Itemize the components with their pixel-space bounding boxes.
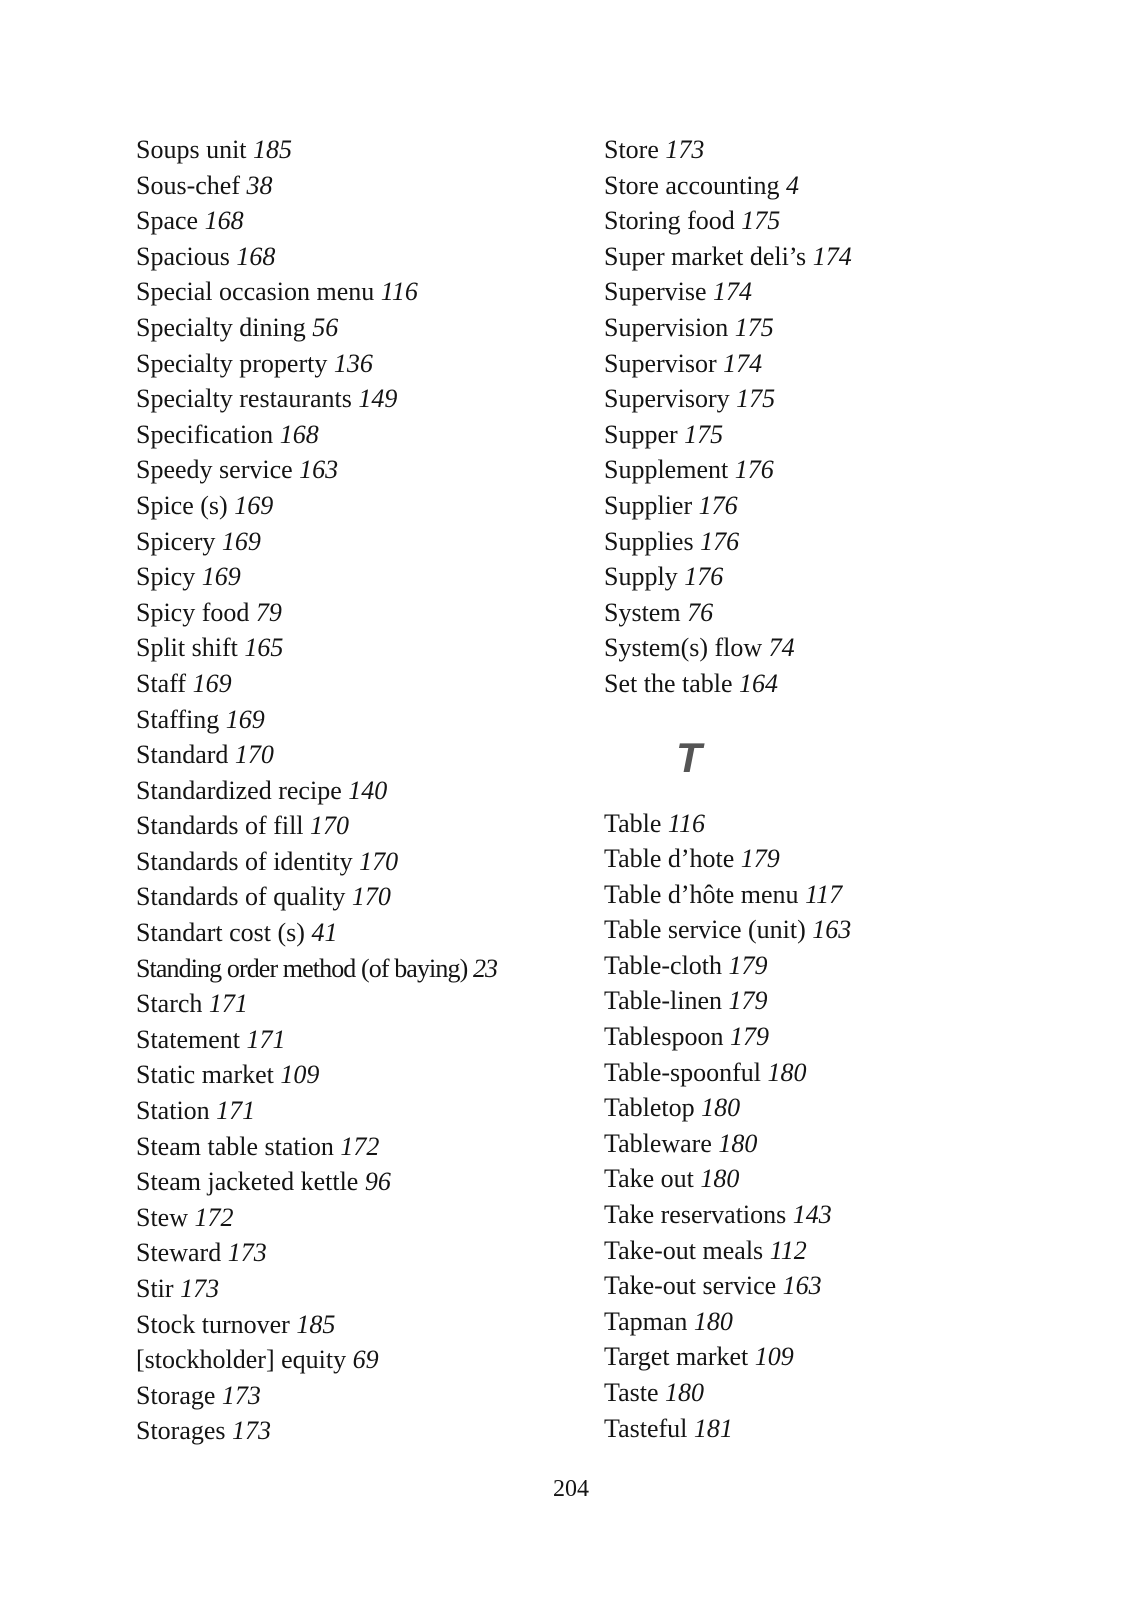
index-term: Supplies bbox=[604, 526, 694, 556]
index-entry bbox=[604, 1126, 1044, 1162]
index-page-ref: 173 bbox=[232, 1416, 272, 1446]
index-term: Storages bbox=[136, 1416, 226, 1446]
index-entry bbox=[136, 915, 576, 951]
index-term: Taste bbox=[604, 1378, 659, 1407]
index-term: Spice (s) bbox=[136, 490, 228, 520]
index-page-ref: 4 bbox=[785, 170, 799, 200]
index-entry bbox=[136, 274, 576, 310]
index-entry bbox=[136, 879, 576, 915]
index-entry bbox=[136, 1271, 576, 1307]
index-page-ref: 168 bbox=[236, 241, 276, 271]
index-term: Steam jacketed kettle bbox=[136, 1167, 359, 1197]
index-entry bbox=[604, 488, 1044, 524]
index-page-ref: 136 bbox=[333, 348, 373, 378]
index-entry bbox=[604, 666, 1044, 702]
index-term: Specialty restaurants bbox=[136, 384, 352, 414]
index-term: Specialty dining bbox=[136, 312, 306, 342]
index-entry bbox=[604, 274, 1044, 310]
index-page-ref: 181 bbox=[693, 1413, 733, 1443]
index-page-ref: 170 bbox=[359, 846, 399, 876]
index-entry bbox=[604, 1055, 1044, 1091]
index-term: Storing food bbox=[604, 206, 735, 236]
index-term: Table-spoonful bbox=[604, 1057, 762, 1087]
index-term: Take reservations bbox=[604, 1200, 787, 1230]
index-term: Special occasion menu bbox=[136, 277, 375, 307]
index-entry bbox=[604, 1197, 1044, 1233]
index-page-ref: 168 bbox=[204, 206, 244, 236]
index-term: [stockholder] equity bbox=[136, 1345, 347, 1375]
index-page-ref: 149 bbox=[358, 384, 398, 414]
index-entry bbox=[136, 168, 576, 204]
index-entry bbox=[604, 417, 1044, 453]
index-page-ref: 172 bbox=[194, 1202, 234, 1232]
index-entry bbox=[136, 1307, 576, 1343]
index-page-ref: 174 bbox=[812, 241, 852, 271]
index-page-ref: 171 bbox=[246, 1024, 286, 1054]
index-term: Tabletop bbox=[604, 1093, 695, 1123]
index-page-ref: 69 bbox=[352, 1345, 379, 1375]
index-page-ref: 76 bbox=[687, 597, 714, 627]
index-term: Split shift bbox=[136, 633, 238, 663]
index-term: Standards of identity bbox=[136, 846, 353, 876]
index-entry bbox=[136, 1413, 576, 1449]
index-entry bbox=[604, 1268, 1044, 1304]
index-entry bbox=[604, 1233, 1044, 1269]
index-page-ref: 168 bbox=[279, 419, 319, 449]
index-page-ref: 173 bbox=[221, 1380, 261, 1410]
index-term: Table d’hote bbox=[604, 844, 735, 874]
index-entry bbox=[136, 346, 576, 382]
index-entry bbox=[604, 595, 1044, 631]
index-page-ref: 173 bbox=[227, 1238, 267, 1268]
index-page-ref: 169 bbox=[221, 526, 261, 556]
index-term: Statement bbox=[136, 1024, 240, 1054]
index-page-ref: 79 bbox=[255, 597, 282, 627]
index-term: Target market bbox=[604, 1342, 749, 1372]
index-entry bbox=[604, 1375, 1044, 1411]
index-entry bbox=[136, 951, 576, 987]
index-page-ref: 116 bbox=[667, 808, 705, 838]
index-term: Supervisor bbox=[604, 348, 717, 378]
index-entry bbox=[136, 986, 576, 1022]
index-term: Standard bbox=[136, 740, 229, 770]
index-page-ref: 170 bbox=[234, 740, 274, 770]
index-column-left bbox=[136, 132, 576, 1449]
index-page-ref: 176 bbox=[684, 562, 724, 592]
index-entry bbox=[136, 702, 576, 738]
index-page-ref: 170 bbox=[310, 811, 350, 841]
index-term: Supplier bbox=[604, 490, 693, 520]
index-term: Spicery bbox=[136, 526, 216, 556]
index-term: Spicy bbox=[136, 562, 196, 592]
index-entry bbox=[604, 877, 1044, 913]
index-entry bbox=[604, 559, 1044, 595]
index-term: Stock turnover bbox=[136, 1309, 290, 1339]
index-term: Steam table station bbox=[136, 1131, 334, 1161]
index-term: Take out bbox=[604, 1164, 694, 1194]
index-entry bbox=[136, 1164, 576, 1200]
index-entry bbox=[136, 1235, 576, 1271]
index-page-ref: 164 bbox=[739, 668, 779, 698]
index-section-t bbox=[604, 806, 1044, 1447]
index-entry bbox=[604, 381, 1044, 417]
index-entry bbox=[604, 948, 1044, 984]
index-term: Supply bbox=[604, 562, 678, 592]
index-section-s-continued bbox=[604, 132, 1044, 702]
index-page-ref: 165 bbox=[244, 633, 284, 663]
index-term: Storage bbox=[136, 1380, 216, 1410]
index-page-ref: 179 bbox=[730, 1022, 769, 1052]
index-term: Tapman bbox=[604, 1306, 688, 1336]
index-page-ref: 170 bbox=[351, 882, 391, 912]
index-term: Table-cloth bbox=[604, 950, 723, 980]
index-term: Tableware bbox=[604, 1128, 712, 1158]
index-page-ref: 41 bbox=[311, 918, 338, 948]
index-entry bbox=[136, 1200, 576, 1236]
index-page-ref: 176 bbox=[700, 526, 740, 556]
index-term: Supervision bbox=[604, 312, 729, 342]
index-page-ref: 180 bbox=[693, 1306, 733, 1336]
index-term: Speedy service bbox=[136, 455, 293, 485]
index-page-ref: 180 bbox=[700, 1164, 740, 1194]
index-page-ref: 140 bbox=[348, 775, 388, 805]
index-page-ref: 109 bbox=[754, 1342, 794, 1372]
index-entry bbox=[136, 559, 576, 595]
index-entry bbox=[136, 737, 576, 773]
index-term: Table d’hôte menu bbox=[604, 879, 799, 909]
index-term: Staff bbox=[136, 668, 187, 698]
index-entry bbox=[604, 1304, 1044, 1340]
index-entry bbox=[136, 417, 576, 453]
index-page-ref: 116 bbox=[380, 277, 418, 307]
index-term: Supper bbox=[604, 419, 678, 449]
index-page-ref: 169 bbox=[201, 562, 241, 592]
index-term: Standart cost (s) bbox=[136, 918, 305, 948]
section-letter-heading: T bbox=[676, 733, 702, 781]
index-entry bbox=[604, 1339, 1044, 1375]
index-term: Supervisory bbox=[604, 384, 730, 414]
index-entry bbox=[604, 1411, 1044, 1447]
index-entry bbox=[136, 488, 576, 524]
index-term: Stir bbox=[136, 1274, 174, 1303]
index-entry bbox=[604, 168, 1044, 204]
index-entry bbox=[136, 1057, 576, 1093]
index-term: Table-linen bbox=[604, 986, 723, 1016]
index-page-ref: 179 bbox=[728, 986, 768, 1016]
index-page-ref: 175 bbox=[741, 206, 781, 236]
index-entry bbox=[136, 773, 576, 809]
index-entry bbox=[604, 239, 1044, 275]
index-entry bbox=[136, 844, 576, 880]
index-term: Tablespoon bbox=[604, 1022, 724, 1052]
index-term: Sous-chef bbox=[136, 170, 240, 200]
index-page-ref: 180 bbox=[767, 1057, 807, 1087]
index-page-ref: 171 bbox=[216, 1096, 256, 1126]
index-column-right bbox=[604, 132, 1044, 1446]
index-page-ref: 163 bbox=[812, 915, 852, 945]
index-page-ref: 174 bbox=[713, 277, 753, 307]
index-page-ref: 109 bbox=[280, 1060, 320, 1090]
index-page-ref: 180 bbox=[701, 1093, 741, 1123]
index-page-ref: 96 bbox=[364, 1167, 391, 1197]
index-entry bbox=[136, 1129, 576, 1165]
index-term: Static market bbox=[136, 1060, 274, 1090]
index-page-ref: 173 bbox=[180, 1274, 220, 1303]
index-term: Tasteful bbox=[604, 1413, 688, 1443]
index-term: Store accounting bbox=[604, 170, 780, 200]
index-page-ref: 180 bbox=[665, 1378, 704, 1407]
index-page-ref: 176 bbox=[734, 455, 774, 485]
index-term: Staffing bbox=[136, 704, 220, 734]
index-page-ref: 163 bbox=[299, 455, 339, 485]
index-page-ref: 179 bbox=[740, 844, 780, 874]
index-page-ref: 176 bbox=[698, 490, 738, 520]
index-entry bbox=[604, 983, 1044, 1019]
index-term: Station bbox=[136, 1096, 210, 1126]
index-term: Table service (unit) bbox=[604, 915, 806, 945]
index-page-ref: 117 bbox=[805, 879, 843, 909]
index-term: Stew bbox=[136, 1202, 188, 1232]
index-entry bbox=[604, 132, 1044, 168]
index-entry bbox=[136, 239, 576, 275]
index-page-ref: 169 bbox=[225, 704, 265, 734]
index-term: Standardized recipe bbox=[136, 775, 342, 805]
index-entry bbox=[604, 524, 1044, 560]
index-page-ref: 185 bbox=[253, 135, 293, 164]
index-page-ref: 56 bbox=[312, 312, 339, 342]
index-entry bbox=[136, 630, 576, 666]
index-term: Table bbox=[604, 808, 662, 838]
index-page-ref: 169 bbox=[192, 668, 232, 698]
index-term: Spacious bbox=[136, 241, 230, 271]
index-entry bbox=[604, 806, 1044, 842]
index-term: Standing order method (of baying) bbox=[136, 953, 468, 983]
index-page-ref: 174 bbox=[723, 348, 763, 378]
index-term: Store bbox=[604, 135, 659, 164]
index-page-ref: 175 bbox=[736, 384, 776, 414]
index-page-ref: 163 bbox=[782, 1271, 822, 1301]
index-page-ref: 173 bbox=[665, 135, 705, 164]
index-entry bbox=[136, 1378, 576, 1414]
index-term: Take-out service bbox=[604, 1271, 777, 1301]
index-page-ref: 180 bbox=[718, 1128, 758, 1158]
index-entry bbox=[604, 1019, 1044, 1055]
index-entry bbox=[604, 912, 1044, 948]
index-term: Specification bbox=[136, 419, 274, 449]
index-entry bbox=[604, 841, 1044, 877]
index-term: Standards of fill bbox=[136, 811, 304, 841]
index-entry bbox=[604, 630, 1044, 666]
index-entry bbox=[136, 1022, 576, 1058]
index-entry bbox=[136, 310, 576, 346]
index-page-ref: 172 bbox=[340, 1131, 380, 1161]
index-page-ref: 171 bbox=[208, 989, 248, 1019]
index-term: Take-out meals bbox=[604, 1235, 764, 1265]
index-entry bbox=[604, 1090, 1044, 1126]
index-entry bbox=[136, 381, 576, 417]
index-term: Standards of quality bbox=[136, 882, 346, 912]
index-entry bbox=[604, 203, 1044, 239]
index-entry bbox=[604, 1161, 1044, 1197]
index-term: Starch bbox=[136, 989, 203, 1019]
index-page-ref: 112 bbox=[769, 1235, 807, 1265]
index-entry bbox=[604, 310, 1044, 346]
index-term: Super market deli’s bbox=[604, 241, 807, 271]
index-entry bbox=[136, 808, 576, 844]
index-entry bbox=[136, 595, 576, 631]
index-entry bbox=[136, 1093, 576, 1129]
index-entry bbox=[604, 452, 1044, 488]
index-entry bbox=[136, 203, 576, 239]
index-term: Steward bbox=[136, 1238, 222, 1268]
index-term: Supervise bbox=[604, 277, 707, 307]
index-entry bbox=[604, 346, 1044, 382]
index-entry bbox=[136, 666, 576, 702]
index-page-ref: 74 bbox=[768, 633, 795, 663]
index-entry bbox=[136, 132, 576, 168]
index-page-ref: 23 bbox=[472, 953, 498, 983]
index-term: Soups unit bbox=[136, 135, 247, 164]
index-page-ref: 143 bbox=[792, 1200, 832, 1230]
index-page-ref: 179 bbox=[728, 950, 768, 980]
index-term: Space bbox=[136, 206, 199, 236]
index-term: System bbox=[604, 597, 681, 627]
index-term: Supplement bbox=[604, 455, 729, 485]
index-page-ref: 169 bbox=[234, 490, 274, 520]
index-entry bbox=[136, 452, 576, 488]
index-term: System(s) flow bbox=[604, 633, 763, 663]
index-page-ref: 175 bbox=[684, 419, 724, 449]
index-entry bbox=[136, 1342, 576, 1378]
index-page-ref: 175 bbox=[734, 312, 774, 342]
index-page-ref: 38 bbox=[246, 170, 273, 200]
index-page-ref: 185 bbox=[296, 1309, 336, 1339]
index-term: Spicy food bbox=[136, 597, 250, 627]
index-term: Set the table bbox=[604, 668, 733, 698]
index-term: Specialty property bbox=[136, 348, 328, 378]
page-number: 204 bbox=[553, 1476, 589, 1502]
index-entry bbox=[136, 524, 576, 560]
